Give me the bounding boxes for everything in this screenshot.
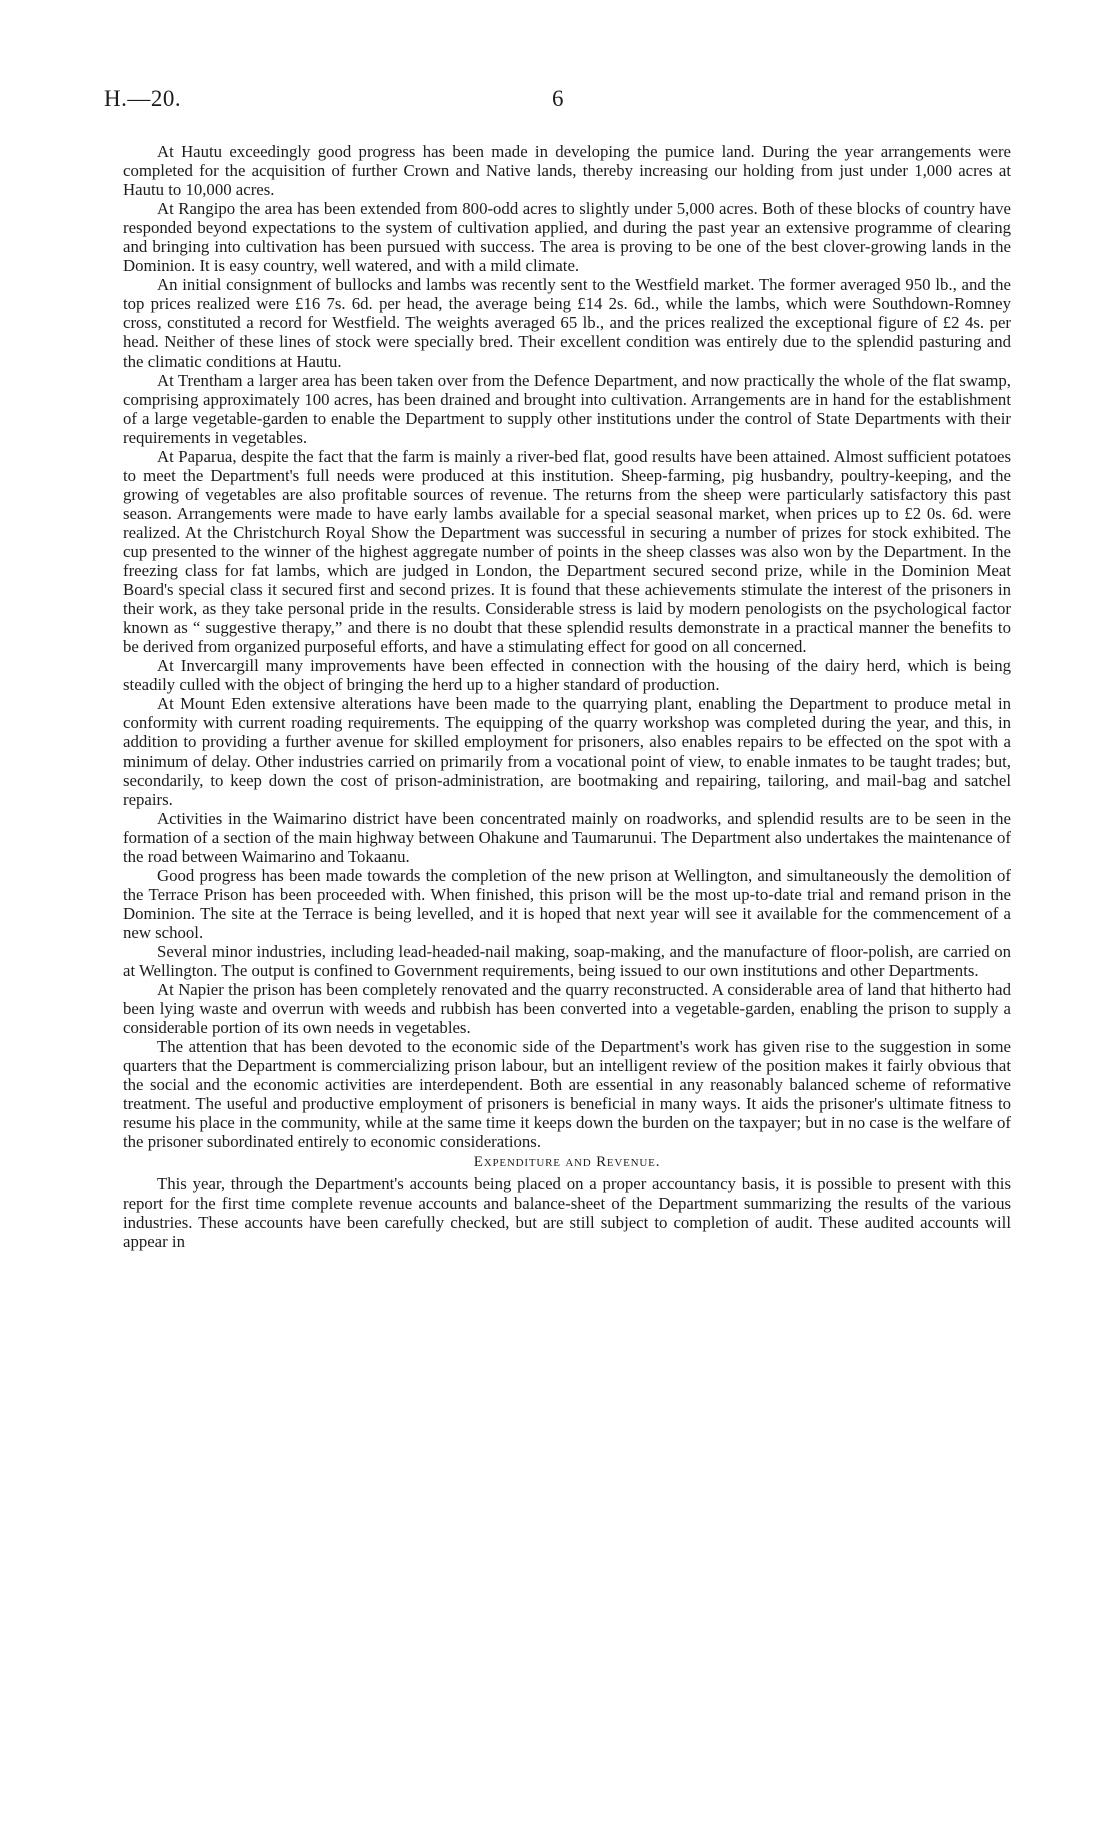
document-reference: H.—20. <box>104 86 182 111</box>
paragraph-wellington-prison: Good progress has been made towards the completion of the new prison at Wellington, and simultaneously the demolition of the Terrace Prison has been proceeded with. When finished, this prison will be the most up-to-date trial and remand prison in the Dominion. The site at the Terrace is being levelled, and it is hoped that next year will see it available for the commencement of a new school. <box>123 865 1011 942</box>
paragraph-economic-side: The attention that has been devoted to the economic side of the Department's work has given rise to the suggestion in some quarters that the Department is commercializing prison labour, but an intelligent review of the position makes it fairly obvious that the social and the economic activities are interdependent. Both are essential in any reasonably balanced scheme of reformative treatment. The useful and productive employment of prisoners is beneficial in many ways. It aids the prisoner's ultimate fitness to resume his place in the community, while at the same time it keeps down the burden on the taxpayer; but in no case is the welfare of the prisoner subordinated entirely to economic considerations. <box>123 1037 1011 1152</box>
page-number: 6 <box>552 86 564 111</box>
paragraph-mount-eden: At Mount Eden extensive alterations have been made to the quarrying plant, enabling the Department to produce metal in conformity with current roading requirements. The equipping of the quarry workshop was completed during the year, and this, in addition to providing a further avenue for skilled employment for prisoners, also enables repairs to be effected on the spot with a minimum of delay. Other industries carried on primarily from a vocational point of view, to enable inmates to be taught trades; but, secondarily, to keep down the cost of prison-administration, are bootmaking and repairing, tailoring, and mail-bag and satchel repairs. <box>123 694 1011 809</box>
paragraph-paparua: At Paparua, despite the fact that the farm is mainly a river-bed flat, good results have been attained. Almost sufficient potatoes to meet the Department's full needs were produced at this institution. Sheep-farming, pig husbandry, poultry-keeping, and the growing of vegetables are also profitable sources of revenue. The returns from the sheep were particularly satisfactory this past season. Arrangements were made to have early lambs available for a special seasonal market, when prices up to £2 0s. 6d. were realized. At the Christchurch Royal Show the Department was successful in securing a number of prizes for stock exhibited. The cup presented to the winner of the highest aggregate number of points in the sheep classes was also won by the Department. In the freezing class for fat lambs, which are judged in London, the Department secured second prize, while in the Dominion Meat Board's special class it secured first and second prizes. It is found that these achievements stimulate the interest of the prisoners in their work, as they take personal pride in the results. Considerable stress is laid by modern penologists on the psychological factor known as “ suggestive therapy,” and there is no doubt that these splendid results demonstrate in a practical manner the benefits to be derived from organized purposeful efforts, and have a stimulating effect for good on all concerned. <box>123 446 1011 657</box>
body-text <box>123 142 1011 1251</box>
paragraph-westfield-consignment: An initial consignment of bullocks and lambs was recently sent to the Westfield market. The former averaged 950 lb., and the top prices realized were £16 7s. 6d. per head, the average being £14 2s. 6d., while the lambs, which were Southdown-Romney cross, constituted a record for Westfield. The weights averaged 65 lb., and the prices realized the exceptional figure of £2 4s. per head. Neither of these lines of stock were specially bred. Their excellent condition was entirely due to the splendid pasturing and the climatic conditions at Hautu. <box>123 275 1011 371</box>
paragraph-invercargill: At Invercargill many improvements have been effected in connection with the housing of the dairy herd, which is being steadily culled with the object of bringing the herd up to a higher standard of production. <box>123 656 1011 695</box>
paragraph-napier: At Napier the prison has been completely renovated and the quarry reconstructed. A considerable area of land that hitherto had been lying waste and overrun with weeds and rubbish has been converted into a vegetable-garden, enabling the prison to supply a considerable portion of its own needs in vegetables. <box>123 980 1011 1038</box>
paragraph-minor-industries: Several minor industries, including lead-headed-nail making, soap-making, and the manufacture of floor-polish, are carried on at Wellington. The output is confined to Government requirements, being issued to our own institutions and other Departments. <box>123 941 1011 981</box>
paragraph-rangipo: At Rangipo the area has been extended from 800-odd acres to slightly under 5,000 acres. Both of these blocks of country have responded beyond expectations to the system of cultivation applied, and during the past year an extensive programme of clearing and bringing into cultivation has been pursued with success. The area is proving to be one of the best clover-growing lands in the Dominion. It is easy country, well watered, and with a mild climate. <box>123 199 1011 276</box>
paragraph-trentham: At Trentham a larger area has been taken over from the Defence Department, and now practically the whole of the flat swamp, comprising approximately 100 acres, has been drained and brought into cultivation. Arrangements are in hand for the establishment of a large vegetable-garden to enable the Department to supply other institutions under the control of State Departments with their requirements in vegetables. <box>123 370 1011 447</box>
paragraph-waimarino: Activities in the Waimarino district have been concentrated mainly on roadworks, and splendid results are to be seen in the formation of a section of the main highway between Ohakune and Taumarunui. The Department also undertakes the maintenance of the road between Waimarino and Tokaanu. <box>123 808 1011 866</box>
paragraph-accounts: This year, through the Department's accounts being placed on a proper accountancy basis, it is possible to present with this report for the first time complete revenue accounts and balance-sheet of the Department summarizing the results of the various industries. These accounts have been carefully checked, but are still subject to completion of audit. These audited accounts will appear in <box>123 1174 1011 1251</box>
section-heading-expenditure-revenue: Expenditure and Revenue. <box>473 1154 661 1171</box>
paragraph-hautu: At Hautu exceedingly good progress has been made in developing the pumice land. During the year arrangements were completed for the acquisition of further Crown and Native lands, thereby increasing our holding from just under 1,000 acres at Hautu to 10,000 acres. <box>123 142 1011 200</box>
